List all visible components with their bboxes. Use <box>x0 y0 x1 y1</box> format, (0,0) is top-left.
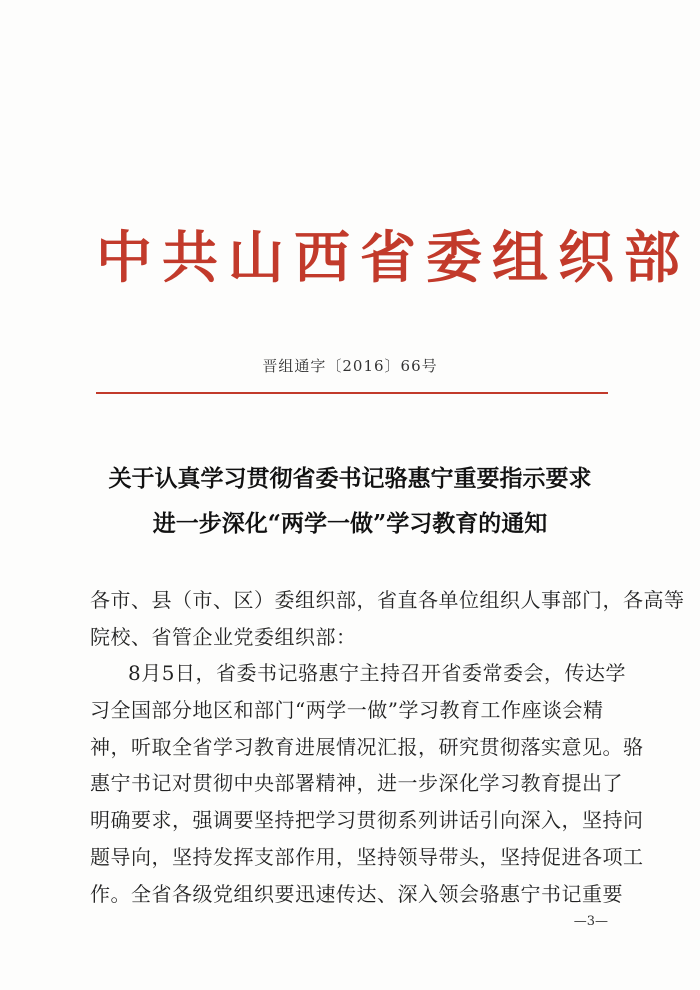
addressee-line-1: 各市、县（市、区）委组织部，省直各单位组织人事部门，各高等 <box>90 588 685 612</box>
document-title-line-1: 关于认真学习贯彻省委书记骆惠宁重要指示要求 <box>108 465 592 492</box>
paragraph-line-5: 明确要求，强调要坚持把学习贯彻系列讲话引向深入，坚持问 <box>90 808 644 832</box>
document-title-line-2: 进一步深化“两学一做”学习教育的通知 <box>152 510 548 537</box>
paragraph-line-3: 神，听取全省学习教育进展情况汇报，研究贯彻落实意见。骆 <box>90 735 644 759</box>
paragraph-line-4: 惠宁书记对贯彻中央部署精神，进一步深化学习教育提出了 <box>90 771 623 795</box>
page-number: —3— <box>573 914 608 929</box>
issuing-organization-title: 中共山西省委组织部 <box>96 225 690 291</box>
letterhead-divider <box>96 392 608 394</box>
addressee-line-2: 院校、省管企业党委组织部： <box>90 625 357 649</box>
paragraph-line-7: 作。全省各级党组织要迅速传达、深入领会骆惠宁书记重要 <box>90 882 623 906</box>
document-number: 晋组通字〔2016〕66号 <box>262 357 438 375</box>
paragraph-line-6: 题导向，坚持发挥支部作用，坚持领导带头，坚持促进各项工 <box>90 845 644 869</box>
paragraph-line-2: 习全国部分地区和部门“两学一做”学习教育工作座谈会精 <box>90 698 604 722</box>
paragraph-line-1: 8月5日，省委书记骆惠宁主持召开省委常委会，传达学 <box>128 661 626 685</box>
